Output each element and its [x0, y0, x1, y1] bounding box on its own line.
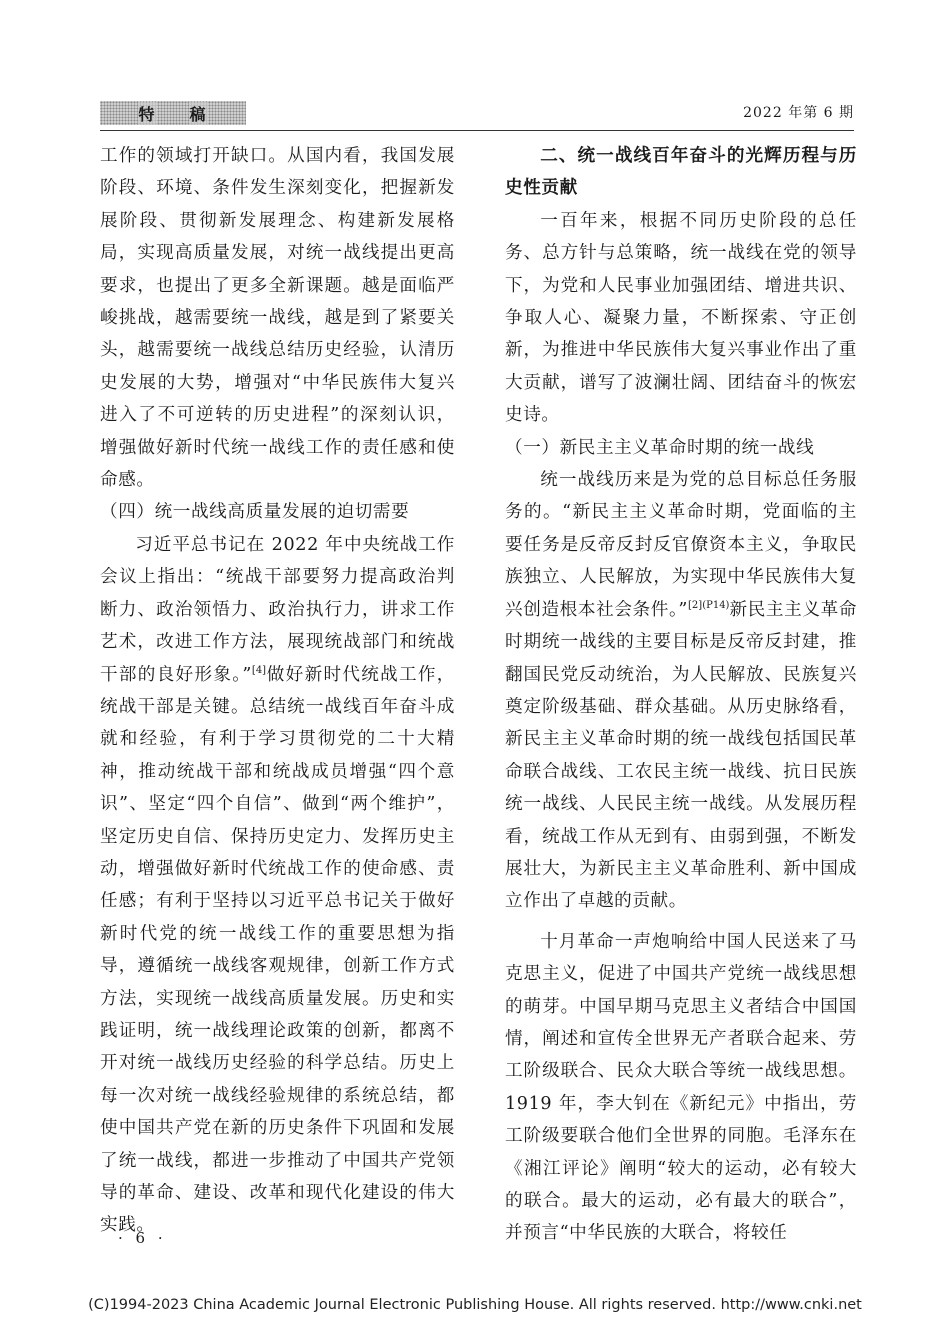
left-subheading: （四）统一战线高质量发展的迫切需要	[100, 502, 410, 523]
left-paragraph-2-part-b: 做好新时代统战工作，统战干部是关键。总结统一战线百年奋斗成就和经验，有利于学习贯彻党的二十大精神，推动统战干部和统战成员增强“四个意识”、坚定“四个自信”、做到“两个维护”，坚定历史自信、保持历史定力、发挥历史主动，增强做好新时代统战工作的使命感、责任感；有利于坚持以习近平总书记关于做好新时代党的统一战线工作的重要思想为指导，遵循统一战线客观规律，创新工作方式方法，实现统一战线高质量发展。历史和实践证明，统一战线理论政策的创新，都离不开对统一战线历史经验的科学总结。历史上每一次对统一战线经验规律的系统总结，都使中国共产党在新的历史条件下巩固和发展了统一战线，都进一步推动了中国共产党领导的革命、建设、改革和现代化建设的伟大实践。	[100, 664, 455, 1236]
right-column	[505, 140, 857, 1250]
section-tag-char-1: 特	[138, 102, 156, 125]
section-heading: 二、统一战线百年奋斗的光辉历程与历史性贡献	[505, 146, 857, 199]
left-paragraph-1: 工作的领域打开缺口。从国内看，我国发展阶段、环境、条件发生深刻变化，把握新发展阶段、贯彻新发展理念、构建新发展格局，实现高质量发展，对统一战线提出更高要求，也提出了更多全新课题。越是面临严峻挑战，越需要统一战线，越是到了紧要关头，越需要统一战线总结历史经验，认清历史发展的大势，增强对“中华民族伟大复兴进入了不可逆转的历史进程”的深刻认识，增强做好新时代统一战线工作的责任感和使命感。	[100, 146, 455, 491]
right-paragraph-2	[505, 464, 857, 918]
left-paragraph-2-part-a: 习近平总书记在 2022 年中央统战工作会议上指出：“统战干部要努力提高政治判断力、政治领悟力、政治执行力，讲求工作艺术，改进工作方法，展现统战部门和统战干部的良好形象。”	[100, 534, 455, 685]
page-number: · 6 ·	[118, 1229, 167, 1247]
citation-4: [4]	[251, 664, 267, 676]
right-paragraph-1: 一百年来，根据不同历史阶段的总任务、总方针与总策略，统一战线在党的领导下，为党和人民事业加强团结、增进共识、争取人心、凝聚力量，不断探索、守正创新，为推进中华民族伟大复兴事业作出了重大贡献，谱写了波澜壮阔、团结奋斗的恢宏史诗。	[505, 210, 857, 426]
section-tag-char-2: 稿	[189, 102, 207, 125]
right-subheading: （一）新民主主义革命时期的统一战线	[505, 437, 815, 458]
right-paragraph-2-part-b: 新民主主义革命时期统一战线的主要目标是反帝反封建，推翻国民党反动统治，为人民解放、民族复兴奠定阶级基础、群众基础。从历史脉络看，新民主主义革命时期的统一战线包括国民革命联合战线、工农民主统一战线、抗日民族统一战线、人民民主统一战线。从发展历程看，统战工作从无到有、由弱到强，不断发展壮大，为新民主主义革命胜利、新中国成立作出了卓越的贡献。	[505, 599, 858, 912]
header-rule	[100, 130, 854, 131]
left-column	[100, 140, 455, 1242]
right-paragraph-3: 十月革命一声炮响给中国人民送来了马克思主义，促进了中国共产党统一战线思想的萌芽。中国早期马克思主义者结合中国国情，阐述和宣传全世界无产者联合起来、劳工阶级联合、民众大联合等统一战线思想。1919 年，李大钊在《新纪元》中指出，劳工阶级要联合他们全世界的同胞。毛泽东在《湘江评论》阐明“较大的运动，必有较大的联合。最大的运动，必有最大的联合”，并预言“中华民族的大联合，将较任	[505, 931, 857, 1244]
section-tag	[100, 101, 246, 125]
right-paragraph-2-part-a: 统一战线历来是为党的总目标总任务服务的。“新民主主义革命时期，党面临的主要任务是反帝反封反官僚资本主义，争取民族独立、人民解放，为实现中华民族伟大复兴创造根本社会条件。”	[505, 470, 857, 620]
issue-label: 2022 年第 6 期	[743, 105, 854, 121]
left-paragraph-2	[100, 529, 455, 1242]
copyright-footer: (C)1994-2023 China Academic Journal Electronic Publishing House. All rights reserved. http://www.cnki.net	[88, 1297, 862, 1313]
citation-2: [2](P14)	[688, 599, 730, 611]
